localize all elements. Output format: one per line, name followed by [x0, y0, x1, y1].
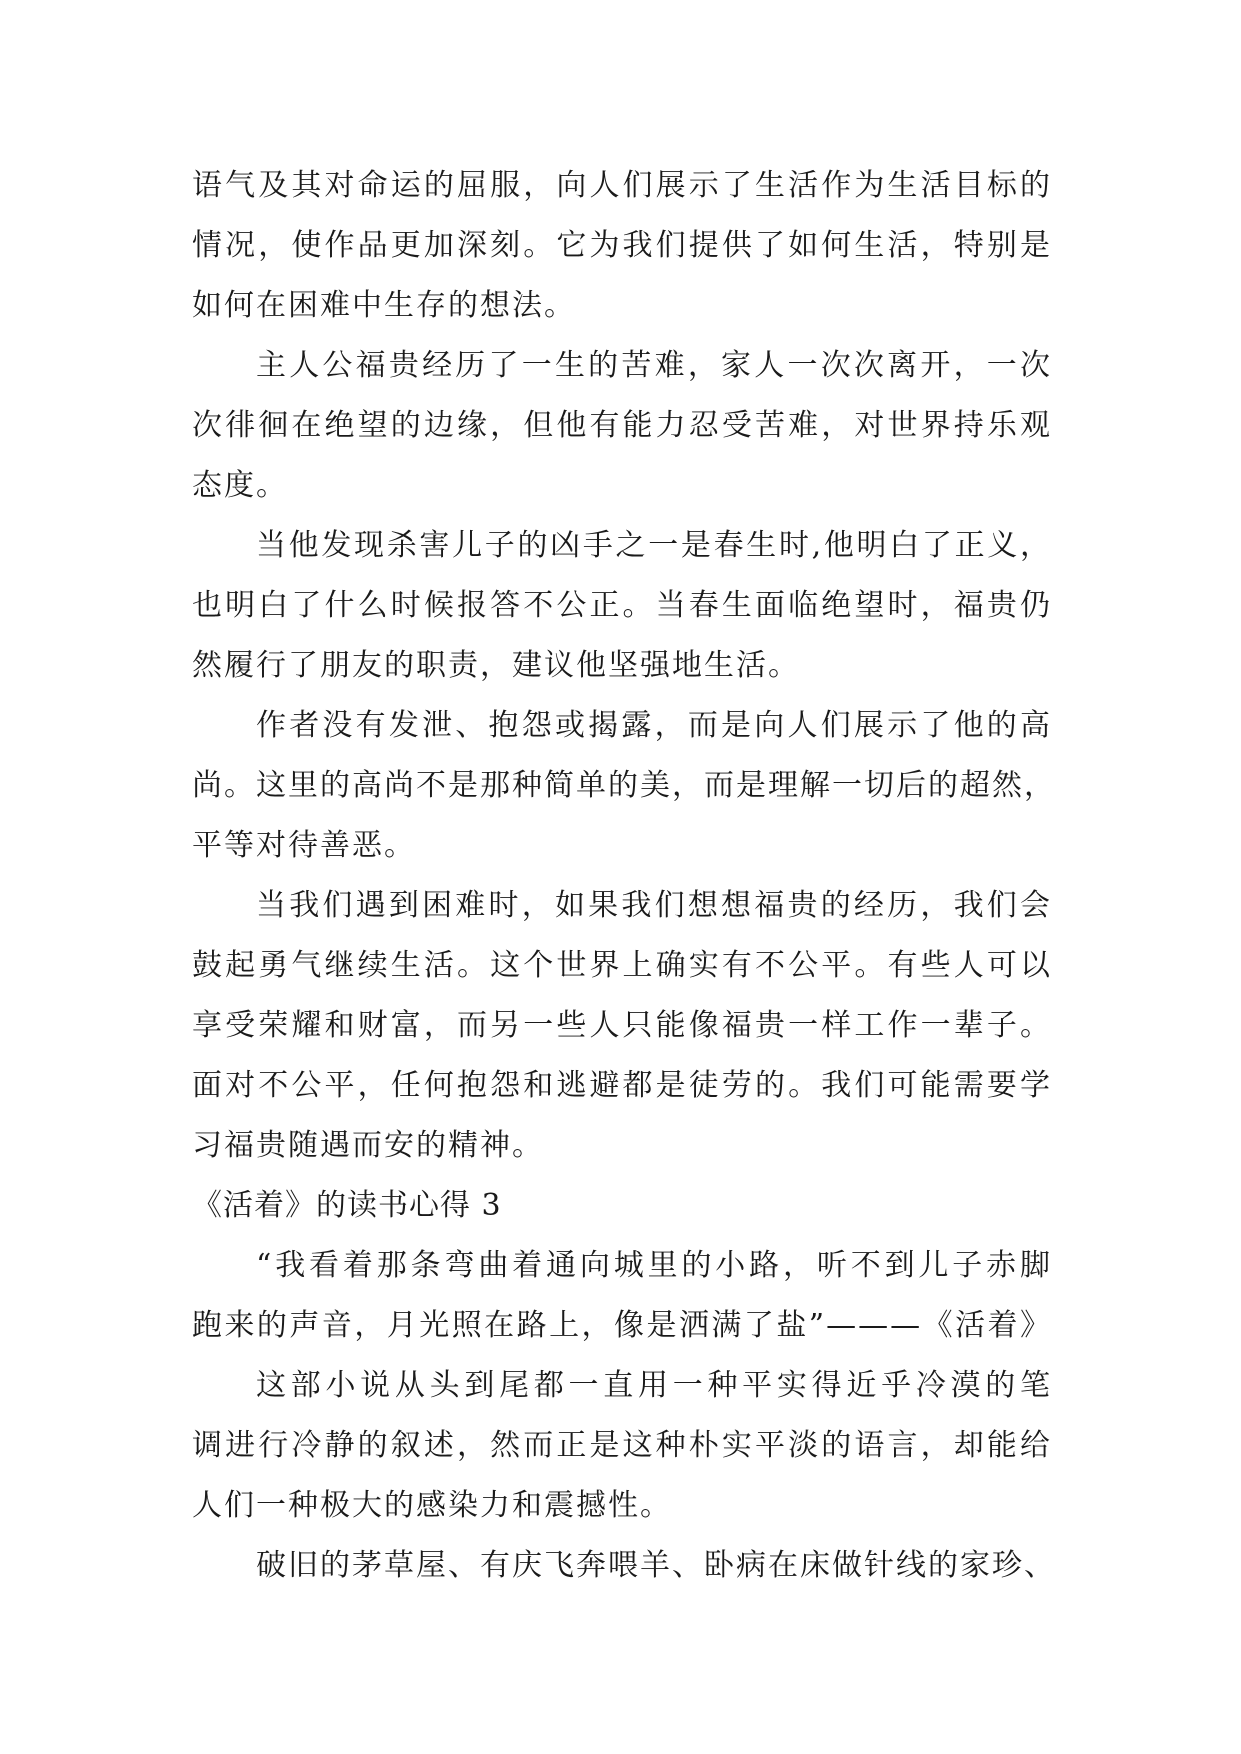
text-line: 也明白了什么时候报答不公正。当春生面临绝望时，福贵仍: [192, 588, 1052, 623]
section-heading: 《活着》的读书心得 3: [192, 1188, 502, 1223]
text-line: 享受荣耀和财富，而另一些人只能像福贵一样工作一辈子。: [192, 1008, 1052, 1043]
text-line: 如何在困难中生存的想法。: [192, 288, 576, 323]
text-line: 当我们遇到困难时，如果我们想想福贵的经历，我们会: [256, 888, 1052, 923]
text-line: 破旧的茅草屋、有庆飞奔喂羊、卧病在床做针线的家珍、: [256, 1548, 1056, 1583]
text-line: 调进行冷静的叙述，然而正是这种朴实平淡的语言，却能给: [192, 1428, 1052, 1463]
text-line: 鼓起勇气继续生活。这个世界上确实有不公平。有些人可以: [192, 948, 1052, 983]
text-line: 态度。: [192, 468, 288, 503]
text-line: 这部小说从头到尾都一直用一种平实得近乎冷漠的笔: [256, 1368, 1052, 1403]
text-line: 情况，使作品更加深刻。它为我们提供了如何生活，特别是: [192, 228, 1052, 263]
text-line: “我看着那条弯曲着通向城里的小路，听不到儿子赤脚: [256, 1248, 1052, 1283]
text-line: 次徘徊在绝望的边缘，但他有能力忍受苦难，对世界持乐观: [192, 408, 1052, 443]
text-line: 然履行了朋友的职责，建议他坚强地生活。: [192, 648, 800, 683]
text-line: 面对不公平，任何抱怨和逃避都是徒劳的。我们可能需要学: [192, 1068, 1052, 1103]
text-line: 作者没有发泄、抱怨或揭露，而是向人们展示了他的高: [256, 708, 1052, 743]
text-line: 跑来的声音，月光照在路上，像是洒满了盐”———《活着》: [192, 1308, 1052, 1343]
text-line: 人们一种极大的感染力和震撼性。: [192, 1488, 672, 1523]
text-line: 语气及其对命运的屈服，向人们展示了生活作为生活目标的: [192, 168, 1052, 203]
text-line: 习福贵随遇而安的精神。: [192, 1128, 544, 1163]
text-line: 尚。这里的高尚不是那种简单的美，而是理解一切后的超然，: [192, 768, 1056, 803]
text-line: 主人公福贵经历了一生的苦难，家人一次次离开，一次: [256, 348, 1052, 383]
text-line: 平等对待善恶。: [192, 828, 416, 863]
text-line: 当他发现杀害儿子的凶手之一是春生时,他明白了正义，: [256, 528, 1052, 563]
